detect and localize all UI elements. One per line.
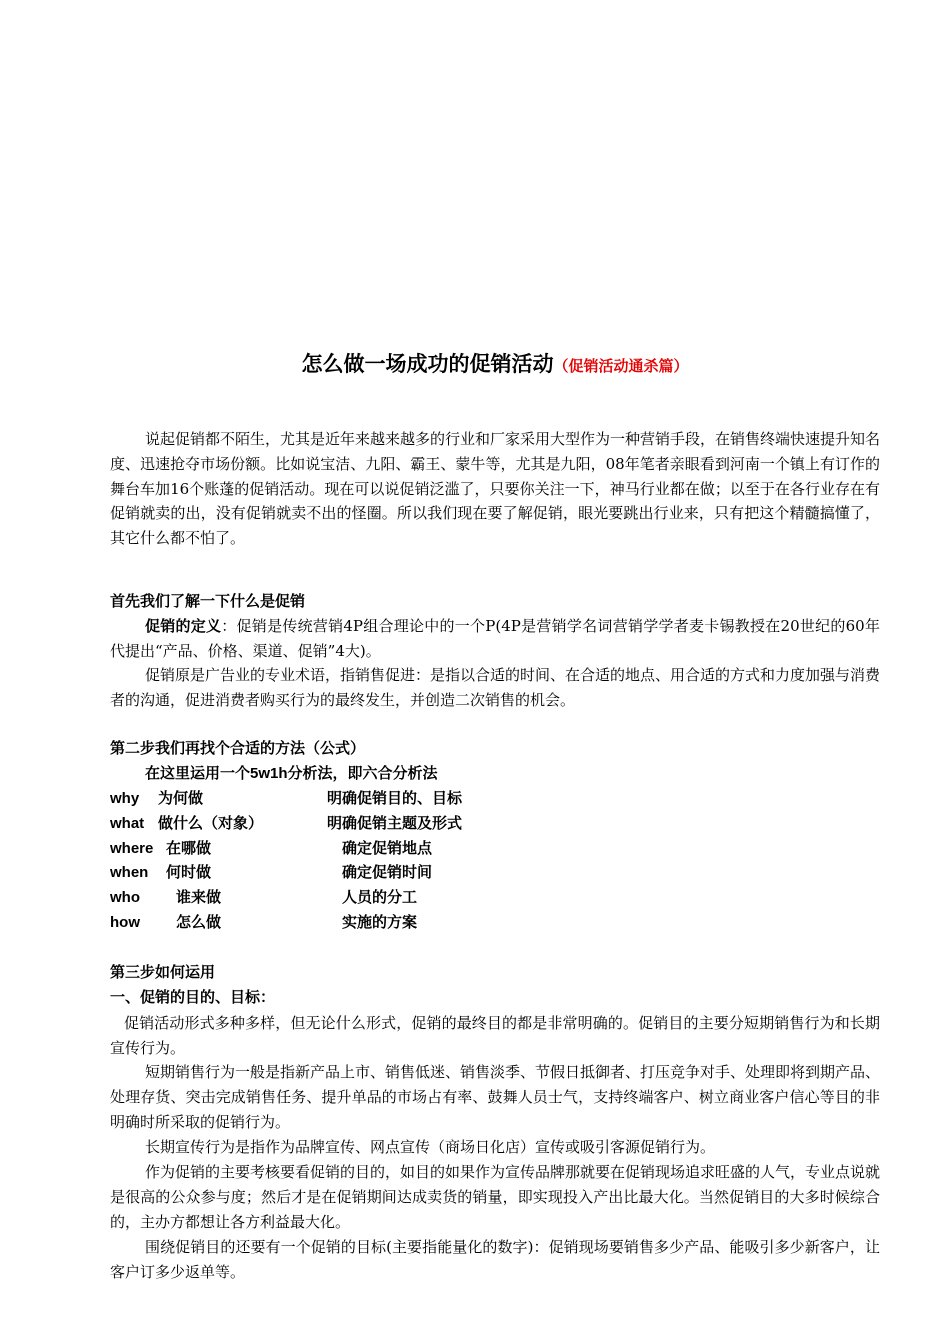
table-row-en: who bbox=[110, 889, 140, 906]
title-main: 怎么做一场成功的促销活动 bbox=[301, 351, 554, 376]
target-paragraph: 围绕促销目的还要有一个促销的目标(主要指能量化的数字)：促销现场要销售多少产品、能吸引多少新客户，让客户订多少返单等。 bbox=[110, 1238, 880, 1281]
definition-text: ：促销是传统营销4P组合理论中的一个P(4P是营销学名词营销学学者麦卡锡教授在20世纪的60年代提出“产品、价格、渠道、促销”4大)。 bbox=[110, 617, 880, 660]
table-row-en: how bbox=[110, 914, 140, 931]
section2-subheading: 在这里运用一个5w1h分析法，即六合分析法 bbox=[145, 765, 438, 782]
table-row-cn: 怎么做 bbox=[176, 914, 222, 931]
table-row-cn: 做什么（对象） bbox=[158, 815, 264, 832]
table-row-en: when bbox=[110, 864, 149, 881]
table-row-en: where bbox=[110, 840, 154, 857]
intro-paragraph: 说起促销都不陌生，尤其是近年来越来越多的行业和厂家采用大型作为一种营销手段，在销售终端快速提升知名度、迅速抢夺市场份额。比如说宝洁、九阳、霸王、蒙牛等，尤其是九阳，08年笔者亲眼看到河南一个镇上有订作的舞台车加16个账蓬的促销活动。现在可以说促销泛滥了，只要你关注一下，神马行业都在做；以至于在各行业存在有促销就卖的出，没有促销就卖不出的怪圈。所以我们现在要了解促销，眼光要跳出行业来，只有把这个精髓搞懂了，其它什么都不怕了。 bbox=[110, 430, 881, 548]
short-term-paragraph: 短期销售行为一般是指新产品上市、销售低迷、销售淡季、节假日抵御者、打压竞争对手、处理即将到期产品、处理存货、突击完成销售任务、提升单品的市场占有率、鼓舞人员士气，支持终端客户、树立商业客户信心等目的非明确时所采取的促销行为。 bbox=[110, 1063, 881, 1131]
definition-paragraph bbox=[110, 614, 880, 664]
table-row-cn: 谁来做 bbox=[176, 889, 222, 906]
document-title bbox=[0, 348, 950, 378]
section1-heading: 首先我们了解一下什么是促销 bbox=[110, 593, 306, 610]
table-row-cn: 为何做 bbox=[158, 790, 204, 807]
promotion-origin-paragraph: 促销原是广告业的专业术语，指销售促进：是指以合适的时间、在合适的地点、用合适的方式和力度加强与消费者的沟通，促进消费者购买行为的最终发生，并创造二次销售的机会。 bbox=[110, 666, 881, 709]
table-row-desc: 明确促销目的、目标 bbox=[327, 790, 463, 807]
table-row-desc: 确定促销地点 bbox=[342, 840, 433, 857]
table-row-en: why bbox=[110, 790, 140, 807]
definition-label: 促销的定义 bbox=[145, 617, 222, 635]
table-row-cn: 何时做 bbox=[166, 864, 212, 881]
purpose-paragraph: 促销活动形式多种多样，但无论什么形式，促销的最终目的都是非常明确的。促销目的主要分短期销售行为和长期宣传行为。 bbox=[110, 1014, 880, 1057]
section3-heading: 第三步如何运用 bbox=[110, 964, 216, 981]
section2-heading: 第二步我们再找个合适的方法（公式） bbox=[110, 740, 366, 757]
table-row-en: what bbox=[110, 815, 145, 832]
section3-subheading: 一、促销的目的、目标： bbox=[110, 989, 276, 1006]
table-row-desc: 人员的分工 bbox=[342, 889, 418, 906]
table-row-desc: 确定促销时间 bbox=[342, 864, 433, 881]
table-row-desc: 明确促销主题及形式 bbox=[327, 815, 463, 832]
table-row-cn: 在哪做 bbox=[166, 840, 212, 857]
long-term-paragraph: 长期宣传行为是指作为品牌宣传、网点宣传（商场日化店）宣传或吸引客源促销行为。 bbox=[145, 1138, 716, 1156]
evaluation-paragraph: 作为促销的主要考核要看促销的目的，如目的如果作为宣传品牌那就要在促销现场追求旺盛的人气，专业点说就是很高的公众参与度；然后才是在促销期间达成卖货的销量，即实现投入产出比最大化。当然促销目的大多时候综合的，主办方都想让各方利益最大化。 bbox=[110, 1163, 881, 1231]
title-subtitle: （促销活动通杀篇） bbox=[553, 357, 689, 375]
table-row-desc: 实施的方案 bbox=[342, 914, 418, 931]
